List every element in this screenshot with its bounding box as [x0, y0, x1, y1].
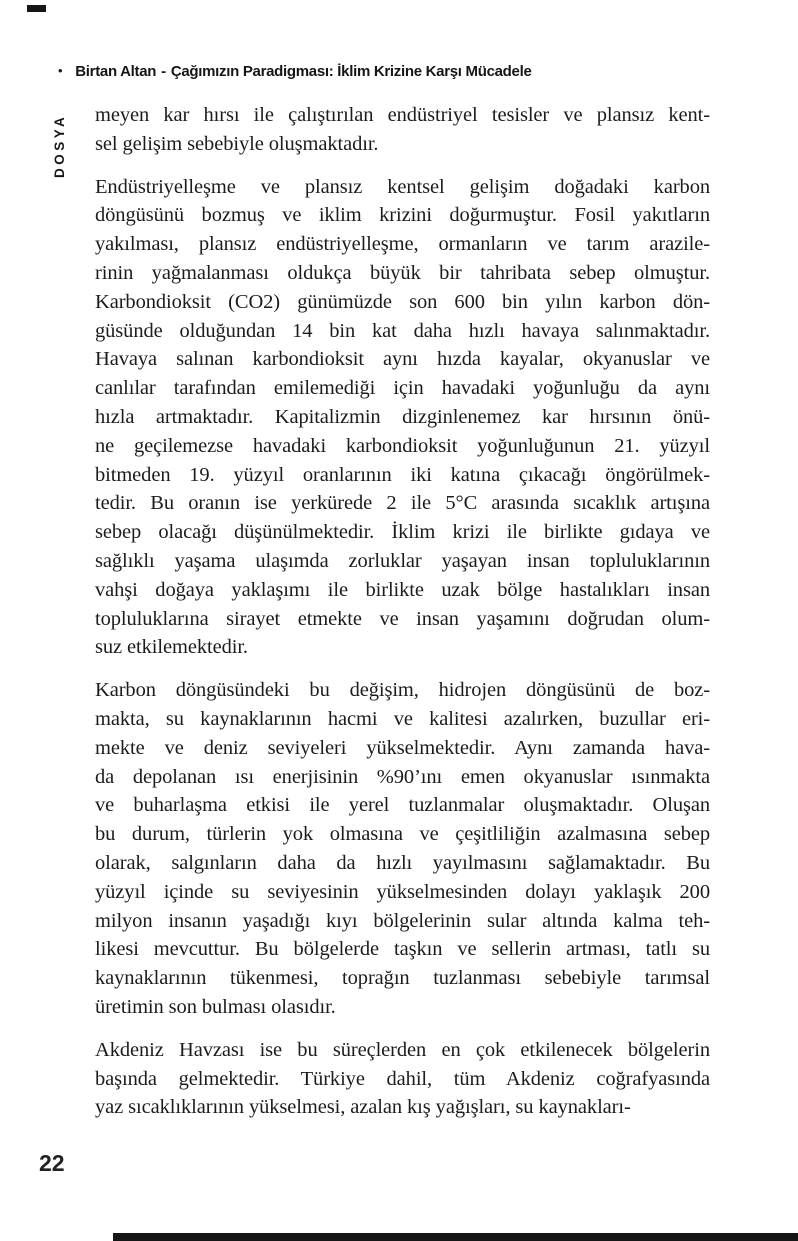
footer-black-bar [113, 1233, 798, 1241]
text-line: suz etkilemektedir. [95, 636, 248, 659]
text-line: canlılar tarafından emilemediği için havadaki yoğunluğu da aynı [95, 377, 710, 400]
text-line: başında gelmektedir. Türkiye dahil, tüm Akdeniz coğrafyasında [95, 1067, 710, 1090]
text-line: meyen kar hırsı ile çalıştırılan endüstriyel tesisler ve plansız kent- [95, 104, 710, 126]
paragraph [95, 676, 710, 1022]
header-bullet-icon: • [58, 63, 63, 78]
text-line: ve buharlaşma etkisi ile yerel tuzlanmalar oluşmaktadır. Oluşan [95, 794, 710, 817]
text-line: tedir. Bu oranın ise yerkürede 2 ile 5°C arasında sıcaklık artışına [95, 492, 710, 515]
text-line: sebep olacağı düşünülmektedir. İklim krizi ile birlikte gıdaya ve [95, 521, 710, 544]
text-line: da depolanan ısı enerjisinin %90’ını emen okyanuslar ısınmakta [95, 765, 710, 788]
header-separator: - [161, 63, 166, 80]
text-line: Karbon döngüsündeki bu değişim, hidrojen döngüsünü de boz- [95, 679, 710, 702]
text-line: milyon insanın yaşadığı kıyı bölgelerinin sular altında kalma teh- [95, 909, 710, 932]
text-line: yaz sıcaklıklarının yükselmesi, azalan kış yağışları, su kaynakları- [95, 1096, 631, 1119]
text-line: yüzyıl içinde su seviyesinin yükselmesinden dolayı yaklaşık 200 [95, 880, 710, 903]
body-text-column [95, 101, 710, 1136]
text-line: güsünde olduğundan 14 bin kat daha hızlı havaya salınmaktadır. [95, 319, 710, 342]
text-line: bu durum, türlerin yok olmasına ve çeşitliliğin azalmasına sebep [95, 823, 710, 846]
text-line: Karbondioksit (CO2) günümüzde son 600 bin yılın karbon dön- [95, 290, 710, 313]
text-line: topluluklarına sirayet etmekte ve insan yaşamını doğrudan olum- [95, 607, 710, 630]
top-left-print-mark [27, 5, 46, 12]
text-line: sağlıklı yaşama ulaşımda zorluklar yaşayan insan topluluklarının [95, 549, 710, 572]
text-line: üretimin son bulması olasıdır. [95, 995, 336, 1018]
text-line: bitmeden 19. yüzyıl oranlarının iki katına çıkacağı öngörülmek- [95, 463, 710, 486]
page-number: 22 [39, 1150, 65, 1176]
text-line: likesi mevcuttur. Bu bölgelerde taşkın ve sellerin artması, tatlı su [95, 938, 710, 961]
paragraph [95, 101, 710, 159]
header-book-title: Çağımızın Paradigması: İklim Krizine Karşı Mücadele [170, 63, 532, 80]
text-line: Havaya salınan karbondioksit aynı hızda kayalar, okyanuslar ve [95, 348, 710, 371]
paragraph [95, 173, 710, 663]
section-label-vertical: DOSYA [52, 113, 67, 178]
text-line: Endüstriyelleşme ve plansız kentsel gelişim doğadaki karbon [95, 175, 710, 198]
text-line: rinin yağmalanması oldukça büyük bir tahribata sebep olmuştur. [95, 261, 710, 284]
paragraph [95, 1036, 710, 1122]
text-line: yakılması, plansız endüstriyelleşme, ormanların ve tarım arazile- [95, 233, 710, 256]
text-line: kaynaklarının tükenmesi, toprağın tuzlanması sebebiyle tarımsal [95, 967, 710, 990]
text-line: Akdeniz Havzası ise bu süreçlerden en çok etkilenecek bölgelerin [95, 1038, 710, 1061]
text-line: ne geçilemezse havadaki karbondioksit yoğunluğunun 21. yüzyıl [95, 434, 710, 457]
header-author: Birtan Altan [75, 63, 157, 80]
running-header [58, 63, 758, 80]
text-line: makta, su kaynaklarının hacmi ve kalitesi azalırken, buzullar eri- [95, 707, 710, 730]
text-line: hızla artmaktadır. Kapitalizmin dizginlenemez kar hırsının önü- [95, 405, 710, 428]
text-line: vahşi doğaya yaklaşımı ile birlikte uzak bölge hastalıkları insan [95, 578, 710, 601]
text-line: mekte ve deniz seviyeleri yükselmektedir. Aynı zamanda hava- [95, 736, 710, 759]
text-line: döngüsünü bozmuş ve iklim krizini doğurmuştur. Fosil yakıtların [95, 204, 710, 227]
text-line: olarak, salgınların daha da hızlı yayılmasını sağlamaktadır. Bu [95, 851, 710, 874]
text-line: sel gelişim sebebiyle oluşmaktadır. [95, 132, 379, 155]
